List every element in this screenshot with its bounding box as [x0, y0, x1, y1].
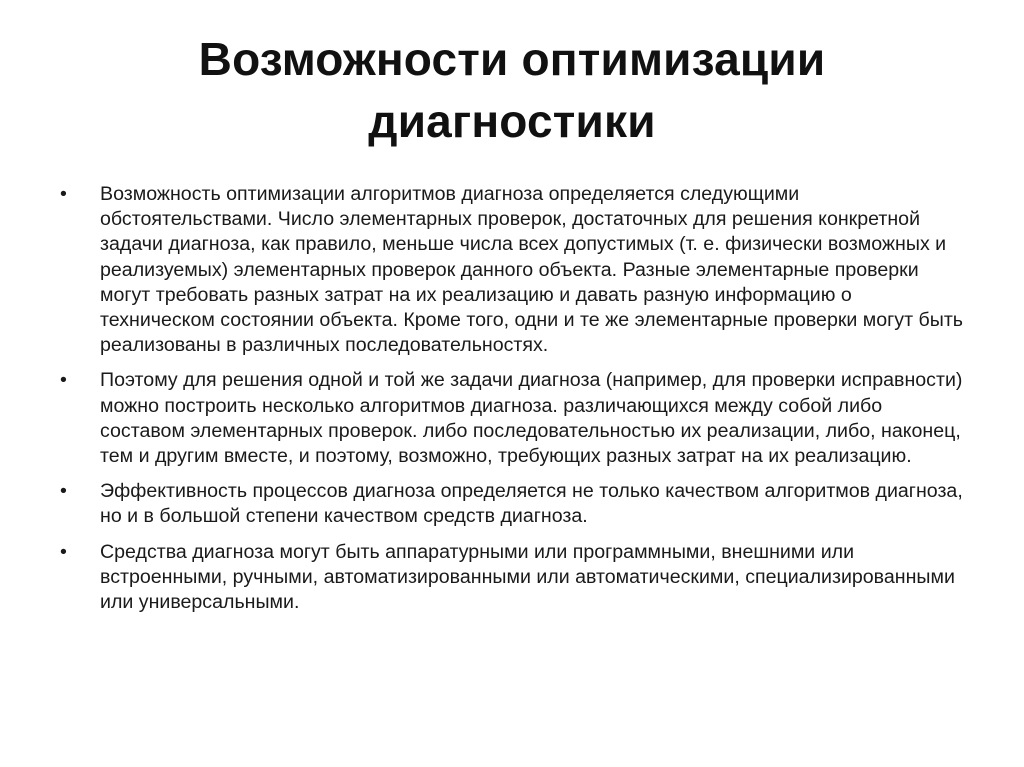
slide-title-line-1: Возможности оптимизации: [198, 33, 826, 85]
bullet-item-2: [60, 368, 970, 469]
bullet-marker-icon: •: [60, 540, 67, 563]
bullet-text-1: Возможность оптимизации алгоритмов диагноза определяется следующими обстоятельствами. Число элементарных проверок, достаточных для решения конкретной задачи диагноза, как правило, меньше числа всех допустимых (т. е. физически возможных и реализуемых) элементарных проверок данного объекта. Разные элементарные проверки могут требовать разных затрат на их реализацию и давать разную информацию о техническом состоянии объекта. Кроме того, одни и те же элементарные проверки могут быть реализованы в различных последовательностях.: [100, 183, 964, 357]
slide-title: [60, 28, 964, 152]
bullet-marker-icon: •: [60, 369, 67, 392]
bullet-item-3: [60, 479, 970, 529]
bullet-item-4: [60, 540, 970, 616]
bullet-list: [60, 182, 970, 625]
bullet-marker-icon: •: [60, 480, 67, 503]
slide-title-line-2: диагностики: [368, 95, 656, 147]
bullet-text-3: Эффективность процессов диагноза определяется не только качеством алгоритмов диагноза, но и в большой степени качеством средств диагноза.: [100, 480, 963, 528]
bullet-text-2: Поэтому для решения одной и той же задачи диагноза (например, для проверки исправности) можно построить несколько алгоритмов диагноза. различающихся между собой либо составом элементарных проверок. либо последовательностью их реализации, либо, наконец, тем и другим вместе, и поэтому, возможно, требующих разных затрат на их реализацию.: [100, 369, 963, 468]
bullet-item-1: [60, 182, 970, 358]
bullet-marker-icon: •: [60, 183, 67, 205]
bullet-text-4: Средства диагноза могут быть аппаратурными или программными, внешними или встроенными, ручными, автоматизированными или автоматическими, специализированными или универсальными.: [100, 540, 955, 614]
